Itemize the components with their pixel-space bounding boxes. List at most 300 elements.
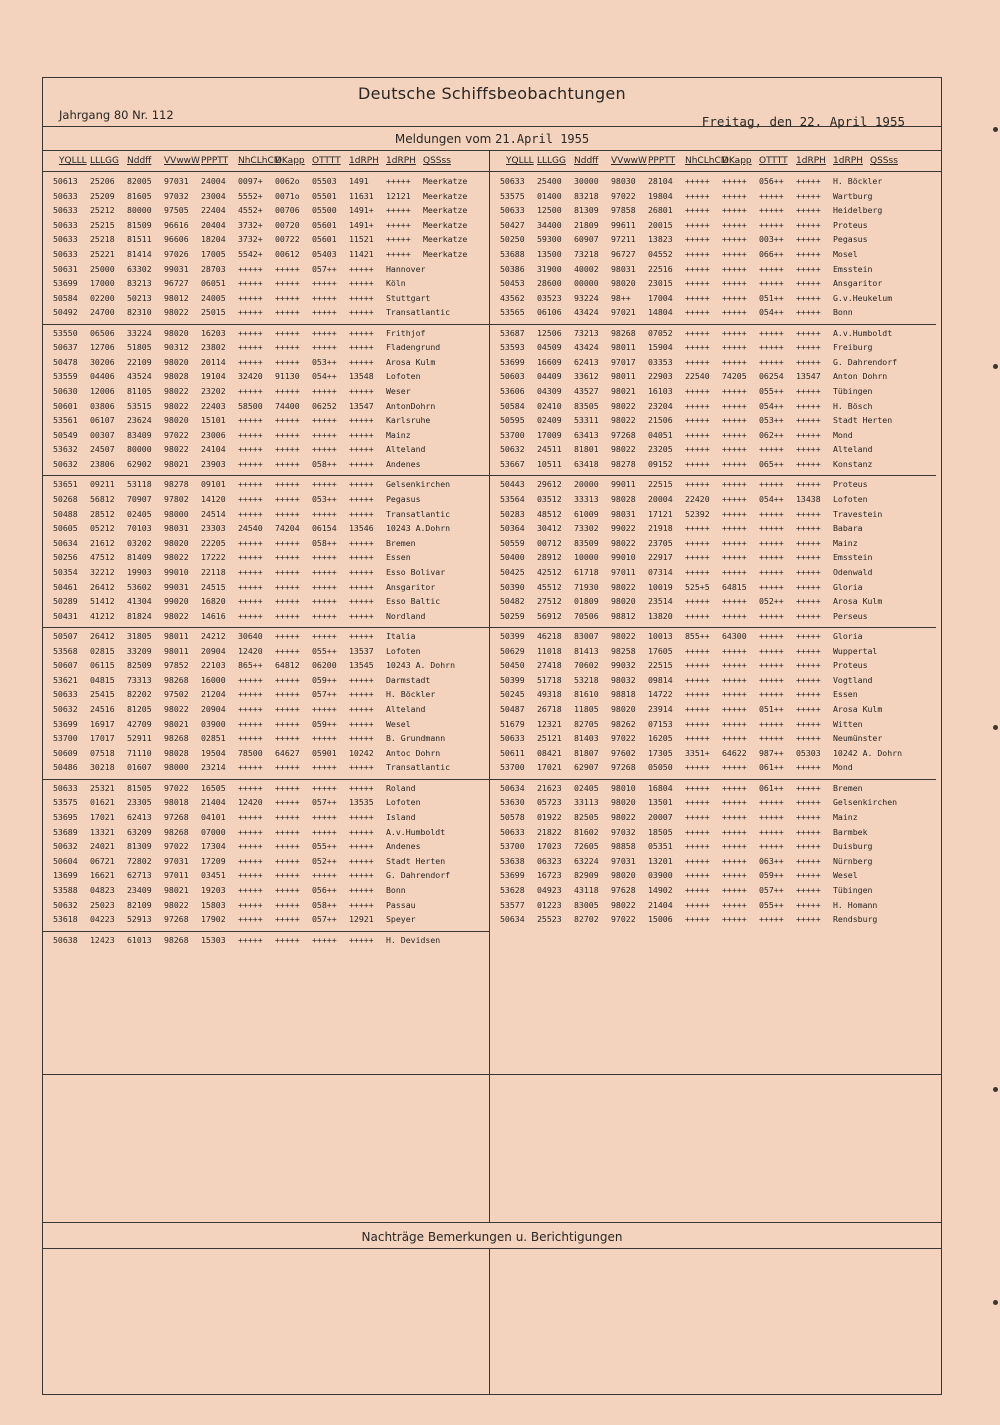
table-cell: +++++ xyxy=(722,415,747,426)
table-cell: 83505 xyxy=(574,400,599,411)
table-row xyxy=(490,232,915,247)
table-cell: 97022 xyxy=(611,190,636,201)
table-cell: 17021 xyxy=(537,762,562,773)
table-cell: 32420 xyxy=(238,371,263,382)
ship-name: Lofoten xyxy=(833,493,868,504)
table-cell: +++++ xyxy=(349,718,374,729)
table-cell: 062++ xyxy=(759,429,784,440)
table-cell: 50633 xyxy=(53,205,78,216)
table-cell: 03353 xyxy=(648,356,673,367)
table-cell: 28600 xyxy=(537,278,562,289)
table-cell: 98278 xyxy=(611,459,636,470)
ship-name: Bremen xyxy=(833,782,863,793)
ship-name: Transatlantic xyxy=(386,307,451,318)
table-cell: 5542+ xyxy=(238,248,263,259)
ship-name: Babara xyxy=(833,523,863,534)
table-cell: +++++ xyxy=(238,327,263,338)
table-cell: 12006 xyxy=(90,386,115,397)
table-cell: 41304 xyxy=(127,596,152,607)
table-cell: +++++ xyxy=(312,826,337,837)
table-cell: 50268 xyxy=(53,493,78,504)
table-cell: 53695 xyxy=(53,811,78,822)
table-cell: +++++ xyxy=(722,493,747,504)
table-cell: 97022 xyxy=(164,429,189,440)
table-cell: 50461 xyxy=(53,581,78,592)
issue-number: Jahrgang 80 Nr. 112 xyxy=(59,108,174,122)
table-cell: 98028 xyxy=(164,371,189,382)
table-cell: +++++ xyxy=(238,826,263,837)
table-cell: +++++ xyxy=(759,660,784,671)
divider xyxy=(43,1222,941,1223)
table-cell: 02405 xyxy=(574,782,599,793)
table-cell: 82310 xyxy=(127,307,152,318)
table-row xyxy=(43,369,468,384)
table-cell: +++++ xyxy=(275,870,300,881)
table-cell: 25523 xyxy=(537,914,562,925)
table-cell: 3732+ xyxy=(238,234,263,245)
table-cell: 98020 xyxy=(164,415,189,426)
table-cell: 60907 xyxy=(574,234,599,245)
punch-hole xyxy=(993,127,998,132)
table-cell: +++++ xyxy=(796,552,821,563)
table-cell: 50283 xyxy=(500,508,525,519)
table-cell: 23202 xyxy=(201,386,226,397)
table-cell: 50613 xyxy=(53,176,78,186)
ship-name: Karlsruhe xyxy=(386,415,431,426)
table-cell: 61009 xyxy=(574,508,599,519)
table-cell: 97852 xyxy=(164,660,189,671)
table-cell: 96727 xyxy=(164,278,189,289)
column-header: QSSss xyxy=(870,156,898,166)
table-cell: 21404 xyxy=(648,899,673,910)
table-cell: +++++ xyxy=(238,415,263,426)
table-cell: +++++ xyxy=(238,342,263,353)
table-cell: +++++ xyxy=(349,356,374,367)
table-cell: +++++ xyxy=(722,234,747,245)
table-cell: 24507 xyxy=(90,444,115,455)
table-cell: 17209 xyxy=(201,855,226,866)
table-cell: 40002 xyxy=(574,263,599,274)
table-cell: 99611 xyxy=(611,219,636,230)
table-cell: 15303 xyxy=(201,934,226,945)
table-cell: 051++ xyxy=(759,292,784,303)
table-cell: +++++ xyxy=(275,508,300,519)
table-cell: +++++ xyxy=(796,733,821,744)
table-cell: 64812 xyxy=(275,660,300,671)
table-cell: 50633 xyxy=(500,733,525,744)
table-cell: 53700 xyxy=(500,762,525,773)
table-cell: 83213 xyxy=(127,278,152,289)
table-cell: +++++ xyxy=(685,479,710,490)
reports-date: 21.April 1955 xyxy=(495,132,590,146)
table-row xyxy=(490,868,915,883)
table-cell: +++++ xyxy=(796,479,821,490)
table-cell: +++++ xyxy=(349,934,374,945)
table-row xyxy=(490,203,915,218)
divider xyxy=(43,1074,941,1075)
table-cell: 058++ xyxy=(312,899,337,910)
table-cell: 52913 xyxy=(127,914,152,925)
table-cell: 3351+ xyxy=(685,747,710,758)
table-cell: 24021 xyxy=(90,841,115,852)
table-cell: 50399 xyxy=(500,674,525,685)
table-cell: +++++ xyxy=(759,479,784,490)
ship-name: Tübingen xyxy=(833,884,873,895)
issue-date: Freitag, den 22. April 1955 xyxy=(701,114,905,129)
table-cell: 30206 xyxy=(90,356,115,367)
table-cell: +++++ xyxy=(685,190,710,201)
ship-name: Stadt Herten xyxy=(386,855,446,866)
table-cell: 50259 xyxy=(500,610,525,621)
table-cell: 50488 xyxy=(53,508,78,519)
table-row xyxy=(43,340,468,355)
table-cell: +++++ xyxy=(685,782,710,793)
table-cell: +++++ xyxy=(386,176,411,186)
table-cell: 25415 xyxy=(90,689,115,700)
table-cell: 12420 xyxy=(238,797,263,808)
table-row xyxy=(490,687,915,702)
table-cell: 43424 xyxy=(574,307,599,318)
table-cell: +++++ xyxy=(275,356,300,367)
table-row xyxy=(490,717,915,732)
table-cell: 80000 xyxy=(127,205,152,216)
table-cell: 97026 xyxy=(164,248,189,259)
table-cell: 50584 xyxy=(53,292,78,303)
table-cell: 98000 xyxy=(164,508,189,519)
table-cell: +++++ xyxy=(759,278,784,289)
column-header: 1dRPH xyxy=(796,156,826,166)
table-cell: 50634 xyxy=(500,782,525,793)
table-row xyxy=(43,276,505,291)
table-cell: 22103 xyxy=(201,660,226,671)
ship-name: Passau xyxy=(386,899,416,910)
column-header: YQLLL xyxy=(506,156,534,166)
table-cell: 13321 xyxy=(90,826,115,837)
table-cell: +++++ xyxy=(349,537,374,548)
table-cell: 34400 xyxy=(537,219,562,230)
table-cell: 99011 xyxy=(611,479,636,490)
table-cell: 98031 xyxy=(611,263,636,274)
table-cell: 98022 xyxy=(164,400,189,411)
table-cell: 24514 xyxy=(201,508,226,519)
table-cell: 15803 xyxy=(201,899,226,910)
table-cell: 19203 xyxy=(201,884,226,895)
ship-name: G. Dahrendorf xyxy=(386,870,451,881)
ship-name: Italia xyxy=(386,631,416,642)
table-cell: +++++ xyxy=(685,342,710,353)
table-row xyxy=(490,218,915,233)
column-header: NhCLhCM xyxy=(685,156,729,166)
table-cell: 50492 xyxy=(53,307,78,318)
table-cell: 50631 xyxy=(53,263,78,274)
table-cell: 81309 xyxy=(127,841,152,852)
table-cell: +++++ xyxy=(238,278,263,289)
table-row xyxy=(490,795,915,810)
table-cell: 98020 xyxy=(164,537,189,548)
table-cell: 10013 xyxy=(648,631,673,642)
table-cell: 97011 xyxy=(164,870,189,881)
table-cell: 72802 xyxy=(127,855,152,866)
table-cell: 98258 xyxy=(611,645,636,656)
footer-divider xyxy=(489,1248,490,1394)
table-cell: 17000 xyxy=(90,278,115,289)
table-cell: 33209 xyxy=(127,645,152,656)
table-cell: +++++ xyxy=(685,415,710,426)
table-cell: 64300 xyxy=(722,631,747,642)
table-cell: 03451 xyxy=(201,870,226,881)
table-cell: 09814 xyxy=(648,674,673,685)
table-cell: +++++ xyxy=(796,884,821,895)
table-cell: 21809 xyxy=(574,219,599,230)
table-cell: 059++ xyxy=(312,674,337,685)
table-row xyxy=(43,702,468,717)
table-cell: 80000 xyxy=(127,444,152,455)
table-cell: 81505 xyxy=(127,782,152,793)
table-cell: 17305 xyxy=(648,747,673,758)
table-cell: +++++ xyxy=(722,841,747,852)
table-cell: 20904 xyxy=(201,704,226,715)
divider xyxy=(43,171,941,172)
table-cell: 3732+ xyxy=(238,219,263,230)
table-cell: +++++ xyxy=(722,552,747,563)
table-cell: 19504 xyxy=(201,747,226,758)
column-header: LLLGG xyxy=(90,156,119,166)
table-cell: +++++ xyxy=(275,762,300,773)
table-cell: 29612 xyxy=(537,479,562,490)
table-cell: +++++ xyxy=(312,429,337,440)
table-cell: +++++ xyxy=(796,660,821,671)
table-cell: 50633 xyxy=(500,176,525,186)
ship-name: Wartburg xyxy=(833,190,873,201)
table-cell: +++++ xyxy=(796,610,821,621)
table-cell: 25215 xyxy=(90,219,115,230)
table-cell: 53689 xyxy=(53,826,78,837)
table-cell: 82509 xyxy=(127,660,152,671)
table-cell: 23015 xyxy=(648,278,673,289)
table-cell: 50604 xyxy=(53,855,78,866)
table-cell: +++++ xyxy=(796,631,821,642)
table-cell: 053++ xyxy=(312,356,337,367)
table-row xyxy=(490,898,915,913)
table-cell: 13201 xyxy=(648,855,673,866)
table-cell: 53606 xyxy=(500,386,525,397)
table-cell: +++++ xyxy=(349,444,374,455)
table-cell: 13823 xyxy=(648,234,673,245)
table-cell: 50507 xyxy=(53,631,78,642)
table-cell: +++++ xyxy=(796,176,821,186)
table-cell: 51718 xyxy=(537,674,562,685)
ship-name: Wuppertal xyxy=(833,645,878,656)
table-cell: +++++ xyxy=(238,914,263,925)
table-cell: 97268 xyxy=(164,811,189,822)
table-cell: +++++ xyxy=(722,292,747,303)
table-cell: 50601 xyxy=(53,400,78,411)
table-cell: +++++ xyxy=(685,400,710,411)
table-cell: 25209 xyxy=(90,190,115,201)
table-row xyxy=(43,795,468,810)
table-cell: +++++ xyxy=(759,811,784,822)
table-row xyxy=(43,687,468,702)
table-cell: +++++ xyxy=(722,660,747,671)
table-cell: 98020 xyxy=(611,278,636,289)
ship-name: Meerkatze xyxy=(423,205,468,216)
punch-hole xyxy=(993,364,998,369)
table-cell: 98022 xyxy=(611,537,636,548)
table-cell: +++++ xyxy=(796,444,821,455)
table-cell: +++++ xyxy=(722,870,747,881)
table-cell: 1491+ xyxy=(349,219,374,230)
table-cell: +++++ xyxy=(722,219,747,230)
table-cell: 22404 xyxy=(201,205,226,216)
table-cell: +++++ xyxy=(685,797,710,808)
table-cell: +++++ xyxy=(685,248,710,259)
table-cell: 70506 xyxy=(574,610,599,621)
table-cell: +++++ xyxy=(349,292,374,303)
table-cell: 98020 xyxy=(164,356,189,367)
table-cell: 81807 xyxy=(574,747,599,758)
ship-name: Heidelberg xyxy=(833,205,883,216)
table-cell: +++++ xyxy=(685,610,710,621)
table-cell: 63413 xyxy=(574,429,599,440)
table-row xyxy=(490,658,915,673)
table-cell: 27512 xyxy=(537,596,562,607)
table-cell: 066++ xyxy=(759,248,784,259)
table-row xyxy=(43,174,505,189)
table-cell: +++++ xyxy=(275,645,300,656)
table-cell: +++++ xyxy=(312,934,337,945)
table-cell: 23903 xyxy=(201,459,226,470)
table-cell: +++++ xyxy=(685,263,710,274)
table-cell: +++++ xyxy=(275,855,300,866)
table-row xyxy=(490,507,915,522)
table-cell: 50250 xyxy=(500,234,525,245)
table-cell: +++++ xyxy=(796,234,821,245)
table-row xyxy=(490,428,915,443)
table-cell: 50425 xyxy=(500,566,525,577)
table-cell: 21204 xyxy=(201,689,226,700)
table-cell: 33113 xyxy=(574,797,599,808)
table-cell: 50632 xyxy=(53,899,78,910)
table-row xyxy=(43,883,468,898)
table-cell: 62907 xyxy=(574,762,599,773)
table-cell: +++++ xyxy=(275,444,300,455)
table-cell: 987++ xyxy=(759,747,784,758)
table-row xyxy=(43,428,468,443)
table-cell: 13547 xyxy=(796,371,821,382)
group-divider xyxy=(490,627,936,628)
table-cell: +++++ xyxy=(759,914,784,925)
table-row xyxy=(43,384,468,399)
table-cell: 73313 xyxy=(127,674,152,685)
table-row xyxy=(43,673,468,688)
table-cell: +++++ xyxy=(275,811,300,822)
table-cell: 12121 xyxy=(386,190,411,201)
table-row xyxy=(43,565,468,580)
table-cell: 15006 xyxy=(648,914,673,925)
table-cell: 02405 xyxy=(127,508,152,519)
table-cell: 054++ xyxy=(312,371,337,382)
divider xyxy=(43,1248,941,1249)
table-cell: +++++ xyxy=(759,841,784,852)
table-cell: 50595 xyxy=(500,415,525,426)
table-row xyxy=(490,340,915,355)
table-cell: 21612 xyxy=(90,537,115,548)
table-row xyxy=(43,609,468,624)
table-cell: +++++ xyxy=(349,508,374,519)
table-cell: 02200 xyxy=(90,292,115,303)
table-cell: 99010 xyxy=(164,566,189,577)
table-cell: 50390 xyxy=(500,581,525,592)
table-cell: +++++ xyxy=(722,307,747,318)
table-cell: 25000 xyxy=(90,263,115,274)
table-cell: +++++ xyxy=(796,566,821,577)
table-row xyxy=(43,477,468,492)
table-row xyxy=(43,399,468,414)
table-cell: 03806 xyxy=(90,400,115,411)
table-cell: 53550 xyxy=(53,327,78,338)
table-row xyxy=(490,854,915,869)
table-cell: +++++ xyxy=(796,248,821,259)
ship-name: H. Homann xyxy=(833,899,878,910)
table-cell: 20004 xyxy=(648,493,673,504)
table-cell: 97021 xyxy=(611,307,636,318)
table-cell: 04309 xyxy=(537,386,562,397)
table-cell: 057++ xyxy=(759,884,784,895)
table-cell: 50634 xyxy=(500,914,525,925)
table-cell: 13548 xyxy=(349,371,374,382)
table-cell: +++++ xyxy=(238,899,263,910)
table-cell: +++++ xyxy=(312,307,337,318)
table-cell: 50603 xyxy=(500,371,525,382)
table-cell: 50450 xyxy=(500,660,525,671)
table-cell: +++++ xyxy=(722,689,747,700)
ship-name: Esso Bolivar xyxy=(386,566,446,577)
table-cell: +++++ xyxy=(685,826,710,837)
table-row xyxy=(490,247,915,262)
table-cell: +++++ xyxy=(685,234,710,245)
table-cell: +++++ xyxy=(349,342,374,353)
table-row xyxy=(43,898,468,913)
table-cell: 83509 xyxy=(574,537,599,548)
table-cell: +++++ xyxy=(759,797,784,808)
table-cell: 50559 xyxy=(500,537,525,548)
ship-name: 10242 A. Dohrn xyxy=(833,747,903,758)
table-cell: +++++ xyxy=(685,704,710,715)
group-divider xyxy=(43,324,489,325)
table-cell: 98812 xyxy=(611,610,636,621)
table-cell: 81105 xyxy=(127,386,152,397)
table-cell: 50632 xyxy=(53,841,78,852)
table-cell: 02409 xyxy=(537,415,562,426)
table-cell: 83007 xyxy=(574,631,599,642)
table-cell: +++++ xyxy=(722,718,747,729)
table-cell: +++++ xyxy=(685,429,710,440)
table-cell: +++++ xyxy=(312,479,337,490)
table-cell: 11421 xyxy=(349,248,374,259)
table-cell: 003++ xyxy=(759,234,784,245)
table-cell: 90312 xyxy=(164,342,189,353)
table-cell: 14616 xyxy=(201,610,226,621)
table-cell: 72605 xyxy=(574,841,599,852)
table-cell: 97602 xyxy=(611,747,636,758)
table-cell: 61718 xyxy=(574,566,599,577)
table-cell: 53561 xyxy=(53,415,78,426)
ship-name: Proteus xyxy=(833,660,868,671)
table-cell: 1491 xyxy=(349,176,369,186)
table-cell: +++++ xyxy=(275,459,300,470)
table-cell: 63418 xyxy=(574,459,599,470)
table-cell: 53311 xyxy=(574,415,599,426)
